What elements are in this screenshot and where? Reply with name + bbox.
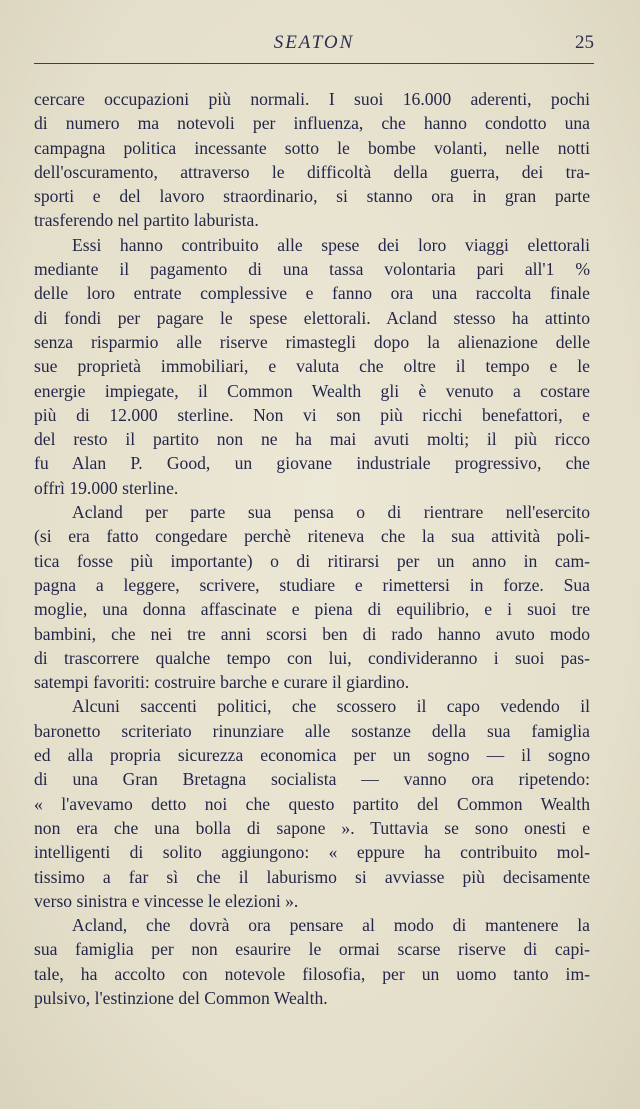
- text-line: Acland per parte sua pensa o di rientrare nell'esercito: [72, 502, 590, 523]
- text-line: non era che una bolla di sapone ». Tuttavia se sono onesti e: [34, 817, 590, 838]
- text-line: bambini, che nei tre anni scorsi ben di rado hanno avuto modo: [34, 623, 590, 644]
- text-line: fu Alan P. Good, un giovane industriale progressivo, che: [34, 453, 590, 474]
- paragraph: [34, 87, 590, 233]
- text-line: Acland, che dovrà ora pensare al modo di mantenere la: [72, 915, 590, 936]
- text-line: sporti e del lavoro straordinario, si stanno ora in gran parte: [34, 186, 590, 207]
- text-line: cercare occupazioni più normali. I suoi 16.000 aderenti, pochi: [34, 89, 590, 109]
- text-line: tica fosse più importante) o di ritirarsi per un anno in cam-: [34, 550, 590, 571]
- text-line: satempi favoriti: costruire barche e curare il giardino.: [34, 672, 410, 693]
- text-line: pulsivo, l'estinzione del Common Wealth.: [34, 987, 328, 1008]
- text-line: di una Gran Bretagna socialista — vanno ora ripetendo:: [34, 769, 590, 790]
- text-line: delle loro entrate complessive e fanno ora una raccolta finale: [34, 283, 590, 304]
- paragraph: [34, 233, 590, 500]
- text-line: offrì 19.000 sterline.: [34, 477, 179, 498]
- text-line: del resto il partito non ne ha mai avuti molti; il più ricco: [34, 429, 590, 450]
- text-line: moglie, una donna affascinate e piena di equilibrio, e i suoi tre: [34, 599, 590, 620]
- text-line: tale, ha accolto con notevole filosofia, per un uomo tanto im-: [34, 963, 590, 984]
- text-line: dell'oscuramento, attraverso le difficoltà della guerra, dei tra-: [34, 161, 590, 182]
- text-line: più di 12.000 sterline. Non vi son più ricchi benefattori, e: [34, 404, 590, 425]
- page-number: 25: [575, 32, 594, 53]
- text-line: « l'avevamo detto noi che questo partito del Common Wealth: [34, 793, 590, 814]
- running-header: [34, 28, 594, 62]
- text-line: trasferendo nel partito laburista.: [34, 210, 259, 231]
- text-line: di fondi per pagare le spese elettorali. Acland stesso ha attinto: [34, 307, 590, 328]
- text-line: sue proprietà immobiliari, e valuta che oltre il tempo e le: [34, 356, 590, 377]
- header-rule: [34, 63, 594, 64]
- text-line: di trascorrere qualche tempo con lui, condivideranno i suoi pas-: [34, 647, 590, 668]
- paragraph: [34, 500, 590, 694]
- text-line: baronetto scriteriato rinunziare alle sostanze della sua famiglia: [34, 720, 590, 741]
- text-line: pagna a leggere, scrivere, studiare e rimettersi in forze. Sua: [34, 574, 590, 595]
- text-line: mediante il pagamento di una tassa volontaria pari all'1 %: [34, 259, 590, 280]
- text-line: ed alla propria sicurezza economica per un sogno — il sogno: [34, 745, 590, 766]
- text-line: intelligenti di solito aggiungono: « eppure ha contribuito mol-: [34, 842, 590, 863]
- text-line: tissimo a far sì che il laburismo si avviasse più decisamente: [34, 866, 590, 887]
- text-line: verso sinistra e vincesse le elezioni ».: [34, 890, 299, 911]
- paragraph: [34, 694, 590, 913]
- text-line: sua famiglia per non esaurire le ormai scarse riserve di capi-: [34, 939, 590, 960]
- text-line: senza risparmio alle riserve rimastegli dopo la alienazione delle: [34, 331, 590, 352]
- text-line: di numero ma notevoli per influenza, che hanno condotto una: [34, 113, 590, 134]
- text-line: Essi hanno contribuito alle spese dei loro viaggi elettorali: [72, 234, 590, 255]
- text-line: Alcuni saccenti politici, che scossero il capo vedendo il: [72, 696, 590, 717]
- body-text: [34, 87, 590, 1010]
- text-line: (si era fatto congedare perchè riteneva che la sua attività poli-: [34, 526, 590, 547]
- running-title: SEATON: [273, 32, 355, 53]
- text-line: energie impiegate, il Common Wealth gli è venuto a costare: [34, 380, 590, 401]
- paragraph: [34, 913, 590, 1010]
- text-line: campagna politica incessante sotto le bombe volanti, nelle notti: [34, 137, 590, 158]
